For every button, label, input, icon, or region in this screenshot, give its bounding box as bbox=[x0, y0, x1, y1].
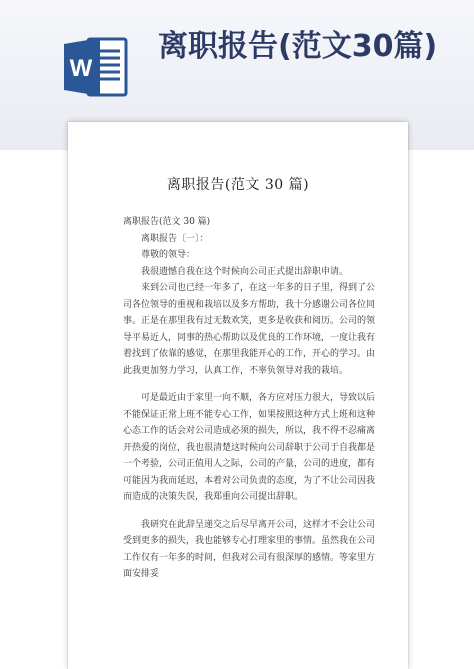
paragraph: 来到公司也已经一年多了，在这一年多的日子里，得到了公司各位领导的重视和栽培以及多方帮助，我十分感谢公司各位同事。正是在那里我有过无数欢笑，更多是收获和阅历。公司的领导平易近人，同事的热心帮助以及优良的工作环境，一度让我有着找到了依靠的感觉，在那里我能开心的工作，开心的学习。由此我更加努力学习，认真工作，不辜负领导对我的栽培。 bbox=[123, 283, 376, 376]
paragraph: 离职报告〔一〕： bbox=[141, 233, 209, 244]
paragraph: 我很遗憾自我在这个时候向公司正式提出辞职申请。 bbox=[141, 266, 349, 277]
paragraph: 可是最近由于家里一向不顺，各方应对压力很大，导致以后不能保证正常上班不能专心工作，如果按照这种方式上班和这种心态工作的话会对公司造成必须的损失，所以，我不得不忍痛离开热爱的岗位，我也很清楚这时候向公司辞职于公司于自我都是一个考验，公司正值用人之际，公司的产量，公司的进度，都有可能因为我而延迟，本着对公司负责的态度，为了不让公司因我而造成的决策失误，我郑重向公司提出辞职。 bbox=[123, 393, 376, 502]
document-title: 离职报告(范文30篇) bbox=[158, 29, 438, 64]
page-title: 离职报告(范文 30 篇) bbox=[166, 177, 310, 193]
paragraph: 离职报告(范文 30 篇) bbox=[123, 217, 211, 227]
paragraph: 尊敬的领导： bbox=[141, 250, 196, 260]
word-document-icon bbox=[64, 36, 128, 98]
word-icon-letter: W bbox=[69, 55, 93, 82]
document-page bbox=[68, 122, 408, 669]
paragraph: 我研究在此辞呈递交之后尽早离开公司，这样才不会让公司受到更多的损失，我也能够专心打理家里的事情。虽然我在公司工作仅有一年多的时间，但我对公司有很深厚的感情。等家里方面安排妥 bbox=[123, 519, 376, 579]
document-body bbox=[123, 214, 375, 583]
